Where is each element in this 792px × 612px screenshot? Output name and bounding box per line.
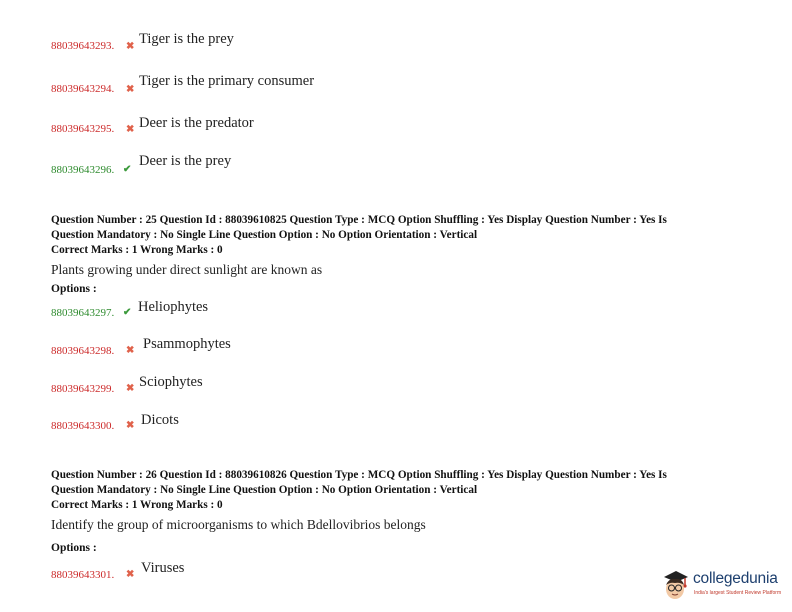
option-id: 88039643301. bbox=[51, 569, 115, 581]
option-text: Viruses bbox=[141, 560, 185, 576]
cross-icon: ✖ bbox=[126, 124, 135, 135]
option-text: Dicots bbox=[141, 412, 179, 428]
option-id: 88039643295. bbox=[51, 123, 115, 135]
check-icon: ✔ bbox=[123, 164, 132, 175]
question-marks: Correct Marks : 1 Wrong Marks : 0 bbox=[51, 499, 223, 511]
option-text: Psammophytes bbox=[143, 336, 231, 352]
options-label: Options : bbox=[51, 542, 97, 554]
check-icon: ✔ bbox=[123, 307, 132, 318]
option-text: Deer is the prey bbox=[139, 153, 232, 169]
option-text: Tiger is the primary consumer bbox=[139, 73, 315, 89]
cross-icon: ✖ bbox=[126, 420, 135, 431]
question-meta-line1: Question Number : 25 Question Id : 88039610825 Question Type : MCQ Option Shuffling : Yes Display Question Number : Yes Is bbox=[51, 214, 667, 226]
question-meta-line2: Question Mandatory : No Single Line Question Option : No Option Orientation : Vertical bbox=[51, 484, 478, 496]
option-id: 88039643300. bbox=[51, 420, 115, 432]
option-text: Sciophytes bbox=[139, 374, 203, 390]
question-marks: Correct Marks : 1 Wrong Marks : 0 bbox=[51, 244, 223, 256]
question-text: Plants growing under direct sunlight are known as bbox=[51, 262, 323, 277]
option-text: Heliophytes bbox=[138, 299, 209, 315]
brand-wordmark: collegedunia bbox=[693, 570, 778, 587]
cross-icon: ✖ bbox=[126, 345, 135, 356]
option-text: Tiger is the prey bbox=[139, 31, 234, 47]
options-label: Options : bbox=[51, 283, 97, 295]
option-id: 88039643294. bbox=[51, 83, 115, 95]
mascot-icon bbox=[660, 568, 690, 602]
option-id: 88039643296. bbox=[51, 164, 115, 176]
cross-icon: ✖ bbox=[126, 569, 135, 580]
cross-icon: ✖ bbox=[126, 84, 135, 95]
collegedunia-logo bbox=[660, 566, 788, 606]
option-text: Deer is the predator bbox=[139, 115, 254, 131]
question-meta-line1: Question Number : 26 Question Id : 88039610826 Question Type : MCQ Option Shuffling : Yes Display Question Number : Yes Is bbox=[51, 469, 667, 481]
question-meta-line2: Question Mandatory : No Single Line Question Option : No Option Orientation : Vertical bbox=[51, 229, 478, 241]
brand-tagline: India's largest Student Review Platform bbox=[694, 590, 782, 596]
cross-icon: ✖ bbox=[126, 383, 135, 394]
cross-icon: ✖ bbox=[126, 41, 135, 52]
option-id: 88039643293. bbox=[51, 40, 115, 52]
question-text: Identify the group of microorganisms to which Bdellovibrios belongs bbox=[51, 517, 426, 532]
option-id: 88039643298. bbox=[51, 345, 115, 357]
option-id: 88039643297. bbox=[51, 307, 115, 319]
option-id: 88039643299. bbox=[51, 383, 115, 395]
